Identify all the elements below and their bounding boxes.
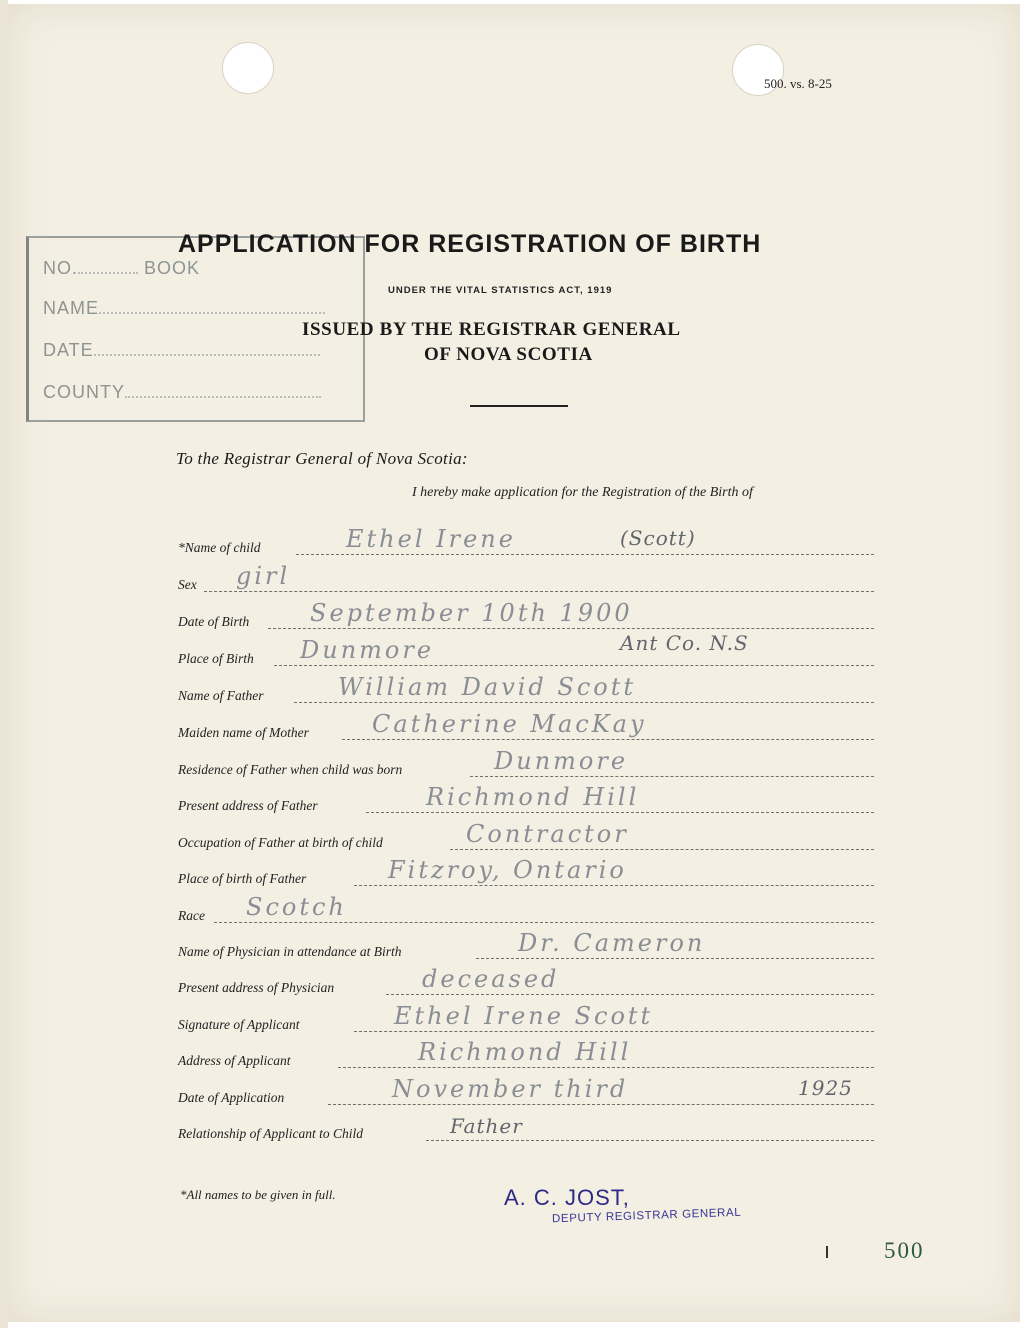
header-rule	[470, 405, 568, 407]
official-stamp-name: A. C. JOST,	[504, 1185, 630, 1210]
field-value: Richmond Hill	[426, 783, 640, 811]
field-value: Contractor	[466, 820, 629, 848]
field-row-father-birthplace	[178, 853, 874, 889]
form-code: 500. vs. 8-25	[764, 76, 832, 91]
field-label: Signature of Applicant	[178, 1017, 300, 1032]
field-label: Occupation of Father at birth of child	[178, 835, 383, 850]
field-row-applicant-signature	[178, 999, 874, 1035]
stamp-name-label: NAME	[43, 298, 100, 318]
paper-edge	[0, 0, 8, 1328]
field-label: Name of Physician in attendance at Birth	[178, 944, 402, 959]
field-label: Relationship of Applicant to Child	[178, 1126, 363, 1141]
field-row-race	[178, 890, 874, 926]
field-value-extra: 1925	[798, 1076, 853, 1100]
field-label: Race	[178, 908, 205, 923]
field-value: Richmond Hill	[418, 1038, 632, 1066]
field-value: Scotch	[246, 893, 347, 921]
field-row-applicant-address	[178, 1035, 874, 1071]
page-number: 500	[884, 1238, 925, 1263]
field-label: Residence of Father when child was born	[178, 762, 403, 777]
salutation: To the Registrar General of Nova Scotia:	[176, 449, 468, 468]
field-value: Father	[450, 1114, 523, 1138]
field-label: Date of Application	[178, 1090, 285, 1105]
punch-hole-left	[222, 42, 274, 94]
form-subtitle: UNDER THE VITAL STATISTICS ACT, 1919	[388, 285, 613, 296]
official-stamp-title: DEPUTY REGISTRAR GENERAL	[551, 1206, 742, 1226]
field-label: Place of birth of Father	[178, 871, 307, 886]
field-label: *Name of child	[178, 540, 261, 555]
field-value: Catherine MacKay	[372, 710, 647, 738]
field-row-father-name	[178, 670, 874, 706]
field-value: Fitzroy, Ontario	[388, 856, 627, 884]
field-row-date-of-birth	[178, 596, 874, 632]
field-row-father-residence	[178, 744, 874, 780]
field-label: Present address of Physician	[178, 980, 335, 995]
issued-by-line1: ISSUED BY THE REGISTRAR GENERAL	[302, 319, 681, 340]
field-label: Place of Birth	[178, 651, 254, 666]
field-value: deceased	[422, 965, 560, 993]
field-label: Present address of Father	[178, 798, 318, 813]
field-label: Sex	[178, 577, 197, 592]
field-value: Dunmore	[494, 747, 629, 775]
field-value: November third	[392, 1075, 629, 1103]
field-row-sex	[178, 559, 874, 595]
field-label: Maiden name of Mother	[178, 725, 309, 740]
field-row-application-date	[178, 1072, 874, 1108]
field-row-physician-name	[178, 926, 874, 962]
field-value: Ethel Irene Scott	[394, 1002, 654, 1030]
field-row-child-name	[178, 522, 874, 558]
field-row-mother-maiden-name	[178, 707, 874, 743]
field-row-physician-address	[178, 962, 874, 998]
intro-text: I hereby make application for the Registration of the Birth of	[412, 485, 753, 500]
stamp-county-label: COUNTY	[43, 382, 125, 402]
field-value: Dr. Cameron	[518, 929, 706, 957]
field-label: Name of Father	[178, 688, 264, 703]
form-title: APPLICATION FOR REGISTRATION OF BIRTH	[178, 230, 762, 258]
footnote: *All names to be given in full.	[180, 1187, 336, 1202]
field-label: Date of Birth	[178, 614, 250, 629]
field-row-applicant-relationship	[178, 1108, 874, 1144]
field-row-father-occupation	[178, 817, 874, 853]
issued-by-line2: OF NOVA SCOTIA	[424, 344, 593, 365]
field-value: William David Scott	[338, 673, 637, 701]
field-value: girl	[236, 562, 291, 590]
field-value: September 10th 1900	[310, 599, 633, 627]
field-value-extra: (Scott)	[620, 526, 696, 550]
field-row-place-of-birth	[178, 633, 874, 669]
tick-mark	[826, 1246, 828, 1258]
stamp-book-label: BOOK	[144, 258, 201, 278]
stamp-date-label: DATE	[43, 340, 94, 360]
field-value-extra: Ant Co. N.S	[620, 631, 749, 655]
field-value: Dunmore	[300, 636, 435, 664]
stamp-no-label: NO.	[43, 258, 79, 278]
field-value: Ethel Irene	[346, 525, 516, 553]
field-row-father-address	[178, 780, 874, 816]
field-label: Address of Applicant	[178, 1053, 291, 1068]
